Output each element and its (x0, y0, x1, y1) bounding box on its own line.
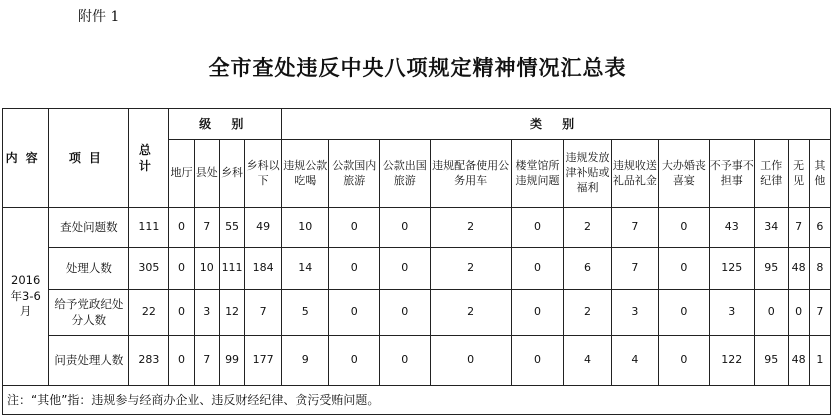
category-cell: 3 (611, 290, 658, 336)
category-header: 违规收送礼品礼金 (611, 140, 658, 208)
total-cell: 111 (129, 208, 169, 248)
category-cell: 0 (380, 290, 431, 336)
category-cell: 0 (329, 248, 380, 290)
category-group-header: 类 别 (282, 109, 831, 140)
category-cell: 48 (788, 336, 809, 386)
category-cell: 0 (511, 336, 564, 386)
category-cell: 0 (430, 336, 511, 386)
category-cell: 0 (511, 248, 564, 290)
category-cell: 5 (282, 290, 329, 336)
footnote: 注：“其他”指：违规参与经商办企业、违反财经纪律、贪污受贿问题。 (3, 386, 831, 415)
category-cell: 10 (282, 208, 329, 248)
item-cell: 给予党政纪处分人数 (49, 290, 129, 336)
level-cell: 184 (245, 248, 282, 290)
category-cell: 0 (754, 290, 788, 336)
item-cell: 查处问题数 (49, 208, 129, 248)
total-cell: 305 (129, 248, 169, 290)
table-row (3, 248, 831, 290)
level-cell: 0 (169, 248, 194, 290)
category-cell: 0 (329, 208, 380, 248)
category-cell: 125 (709, 248, 754, 290)
category-cell: 6 (564, 248, 611, 290)
level-cell: 7 (194, 336, 219, 386)
level-cell: 12 (219, 290, 244, 336)
document-title: 全市查处违反中央八项规定精神情况汇总表 (208, 55, 627, 80)
level-cell: 49 (245, 208, 282, 248)
category-header: 公款出国旅游 (380, 140, 431, 208)
total-cell: 22 (129, 290, 169, 336)
category-cell: 122 (709, 336, 754, 386)
category-cell: 2 (564, 290, 611, 336)
category-cell: 7 (809, 290, 830, 336)
category-cell: 4 (564, 336, 611, 386)
level-cell: 177 (245, 336, 282, 386)
category-header: 楼堂馆所违规问题 (511, 140, 564, 208)
category-header: 不予事不担事 (709, 140, 754, 208)
level-header: 乡科以下 (245, 140, 282, 208)
category-cell: 6 (809, 208, 830, 248)
item-cell: 问责处理人数 (49, 336, 129, 386)
item-header: 项目 (49, 109, 129, 208)
category-cell: 34 (754, 208, 788, 248)
category-cell: 0 (659, 248, 710, 290)
level-header: 地厅 (169, 140, 194, 208)
category-header: 无见 (788, 140, 809, 208)
table-row (3, 290, 831, 336)
total-cell: 283 (129, 336, 169, 386)
content-header: 内容 (3, 109, 49, 208)
category-cell: 95 (754, 248, 788, 290)
category-cell: 14 (282, 248, 329, 290)
level-cell: 111 (219, 248, 244, 290)
category-cell: 0 (329, 290, 380, 336)
category-cell: 2 (430, 290, 511, 336)
level-cell: 3 (194, 290, 219, 336)
category-cell: 2 (430, 248, 511, 290)
category-cell: 4 (611, 336, 658, 386)
table-row (3, 208, 831, 248)
category-cell: 0 (380, 336, 431, 386)
level-cell: 10 (194, 248, 219, 290)
header-row-groups (3, 109, 831, 140)
category-header: 其他 (809, 140, 830, 208)
table-row (3, 336, 831, 386)
category-cell: 0 (380, 248, 431, 290)
level-cell: 0 (169, 290, 194, 336)
category-cell: 7 (788, 208, 809, 248)
level-cell: 0 (169, 208, 194, 248)
category-cell: 48 (788, 248, 809, 290)
level-header: 县处 (194, 140, 219, 208)
category-cell: 0 (329, 336, 380, 386)
category-cell: 95 (754, 336, 788, 386)
category-cell: 0 (511, 208, 564, 248)
category-cell: 2 (430, 208, 511, 248)
note-row (3, 386, 831, 415)
category-cell: 0 (511, 290, 564, 336)
category-cell: 1 (809, 336, 830, 386)
level-cell: 7 (194, 208, 219, 248)
category-cell: 7 (611, 248, 658, 290)
category-header: 大办婚丧喜宴 (659, 140, 710, 208)
category-header: 公款国内旅游 (329, 140, 380, 208)
category-cell: 0 (659, 336, 710, 386)
category-cell: 43 (709, 208, 754, 248)
period-cell: 2016年3-6月 (3, 208, 49, 386)
category-cell: 0 (788, 290, 809, 336)
total-header: 总计 (129, 109, 169, 208)
level-cell: 99 (219, 336, 244, 386)
category-header: 违规发放津补贴或福利 (564, 140, 611, 208)
summary-table (2, 108, 831, 415)
category-header: 违规公款吃喝 (282, 140, 329, 208)
category-cell: 7 (611, 208, 658, 248)
category-cell: 9 (282, 336, 329, 386)
category-cell: 8 (809, 248, 830, 290)
category-header: 工作纪律 (754, 140, 788, 208)
level-header: 乡科 (219, 140, 244, 208)
level-cell: 55 (219, 208, 244, 248)
level-group-header: 级 别 (169, 109, 282, 140)
attachment-label: 附件 1 (78, 9, 120, 25)
category-cell: 2 (564, 208, 611, 248)
category-header: 违规配备使用公务用车 (430, 140, 511, 208)
category-cell: 0 (380, 208, 431, 248)
level-cell: 7 (245, 290, 282, 336)
category-cell: 3 (709, 290, 754, 336)
category-cell: 0 (659, 208, 710, 248)
level-cell: 0 (169, 336, 194, 386)
item-cell: 处理人数 (49, 248, 129, 290)
category-cell: 0 (659, 290, 710, 336)
